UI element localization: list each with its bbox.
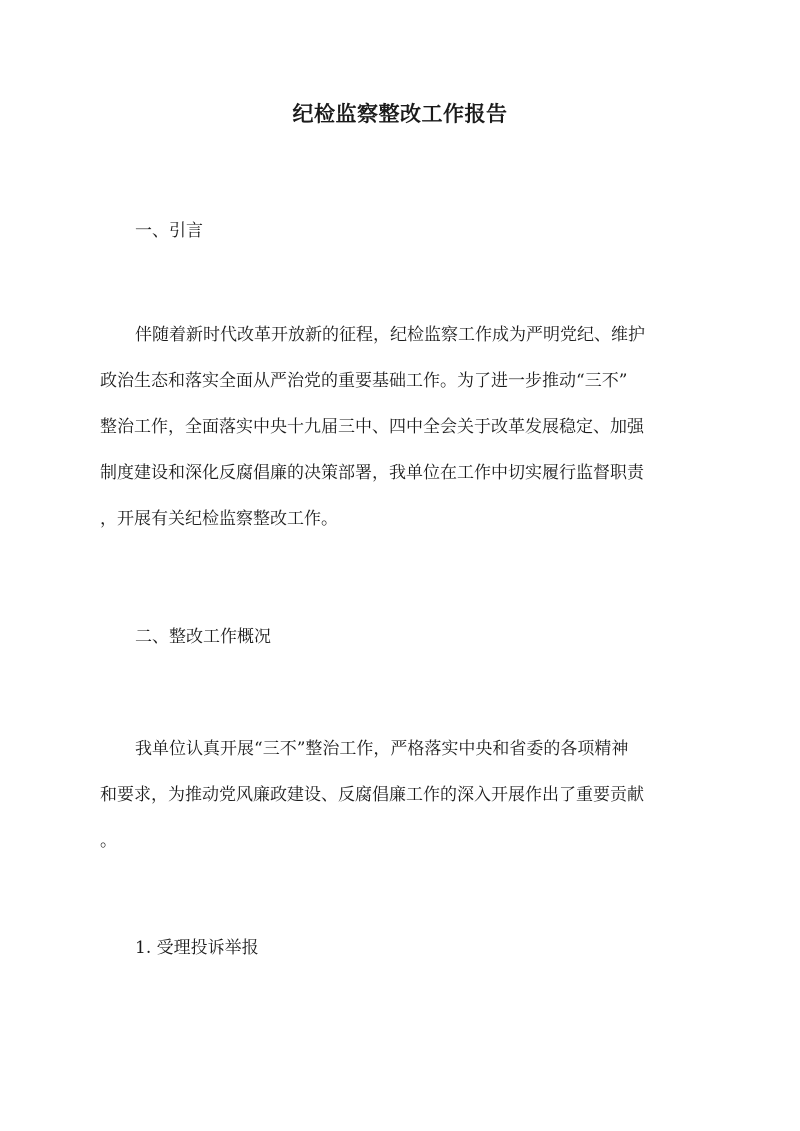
section-heading-overview: 二、整改工作概况	[135, 627, 271, 647]
subsection-heading-complaints: 1. 受理投诉举报	[135, 938, 259, 958]
paragraph-line: 整治工作，全面落实中央十九届三中、四中全会关于改革发展稳定、加强	[100, 417, 644, 437]
paragraph-line: 和要求，为推动党风廉政建设、反腐倡廉工作的深入开展作出了重要贡献	[100, 785, 644, 805]
paragraph-line: 我单位认真开展“三不”整治工作，严格落实中央和省委的各项精神	[135, 739, 629, 759]
section-heading-intro: 一、引言	[135, 221, 203, 241]
intro-paragraph	[100, 312, 700, 542]
paragraph-line: 制度建设和深化反腐倡廉的决策部署，我单位在工作中切实履行监督职责	[100, 463, 644, 483]
overview-paragraph	[100, 726, 700, 864]
document-title: 纪检监察整改工作报告	[292, 101, 508, 126]
paragraph-line: ，开展有关纪检监察整改工作。	[100, 509, 338, 529]
paragraph-line: 伴随着新时代改革开放新的征程，纪检监察工作成为严明党纪、维护	[135, 325, 645, 345]
paragraph-line: 政治生态和落实全面从严治党的重要基础工作。为了进一步推动“三不”	[100, 371, 628, 391]
paragraph-line: 。	[100, 831, 117, 851]
